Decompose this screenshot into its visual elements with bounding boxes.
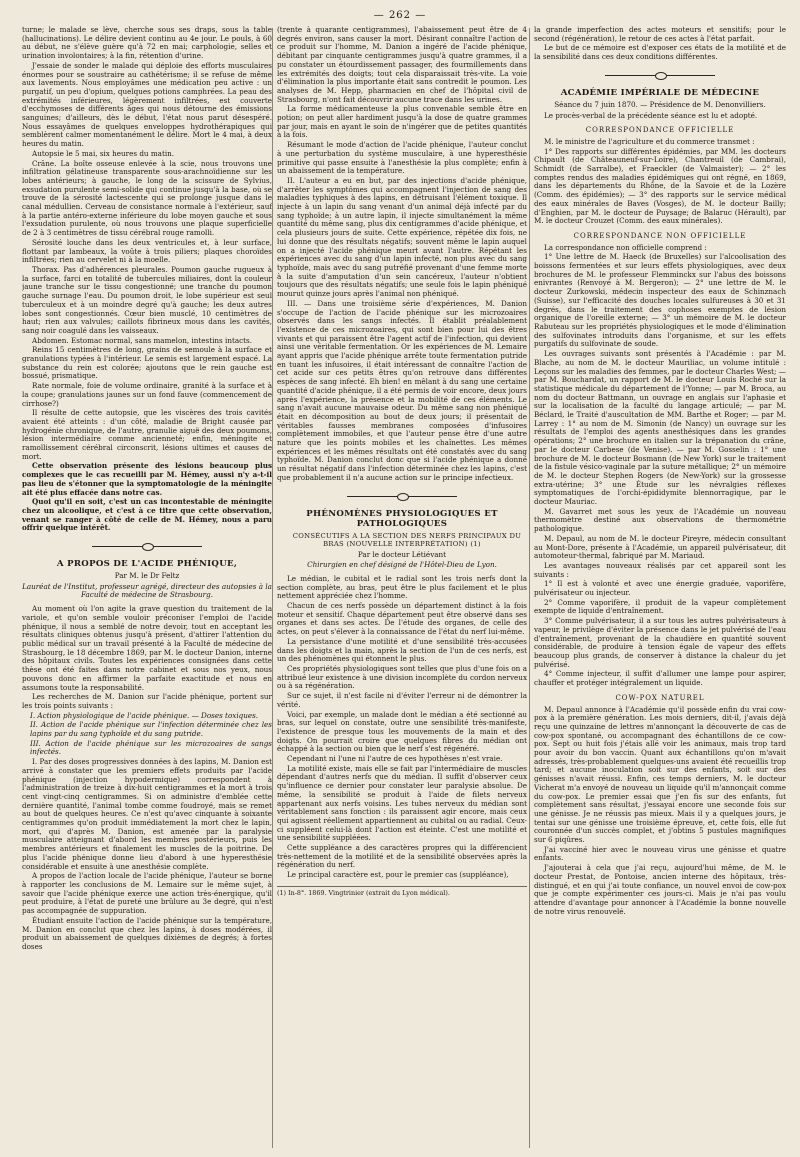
paragraph: Étudiant ensuite l'action de l'acide phénique sur la température, M. Danion en conclut que chez les lapins, à doses modérées, il produit un abaissement de quelques dixièmes de degrés; à fortes doses	[22, 915, 272, 951]
paragraph: Thorax. Pas d'adhérences pleurales. Poumon gauche rugueux à la surface, farci en totalité de tubercules miliaires, dont la couleur jaune tranche sur le tissu congestionné; une tranche du poumon gauche surnage l'eau. Du poumon droit, le lobe supérieur est seul tuberculeux et à un moindre degré qu'à gauche; les deux autres lobes sont congestionnés. Cœur bien musclé, 10 centimètres de haut; rien aux valvules; caillots fibrineux mous dans les cavités, sang noir coagulé dans les vaisseaux.	[22, 264, 272, 335]
session-line: Séance du 7 juin 1870. — Présidence de M. Denonvilliers.	[554, 99, 766, 109]
paragraph: 3° Comme pulvérisateur, il a sur tous les autres pulvérisateurs à vapeur, le privilège d'éviter la présence dans le jet pulvérisé de l'eau d'entraînement, provenant de la chaudière en quantité souvent considérable, de produire à tension égale de vapeur des effets beaucoup plus grands, de conserver à distance la chaleur du jet pulvérisé.	[534, 616, 786, 669]
paragraph: III. — Dans une troisième série d'expériences, M. Danion s'occupe de l'action de l'acide phénique sur les microzoaires observés dans les sangs infectés. Il établit préalablement l'existence de ces microzoaires, qui sont bien pour lui des êtres vivants et qui paraissent être l'agent actif de l'infection, qui devient ainsi une véritable fermentation. Or les expériences de M. Lemaire ayant appris que l'acide phénique arrête toute fermentation putride en tuant les infusoires, il était intéressant de connaître l'action de cet acide sur ces petits êtres qu'on retrouve dans différentes espèces de sang infecté. Eh bien! en mêlant à du sang une certaine quantité d'acide phénique, il a été permis de voir encore, deux jours après l'expérience, la présence et la mobilité de ces éléments. Le sang n'avait aucune mauvaise odeur. Du même sang non phéniqué était en décomposition au bout de deux jours; il présentait de véritables fausses membranes composées d'infusoires complètement immobiles, et que l'auteur pense être d'une autre nature que les points mobiles et les chaînettes. Les mêmes expériences et les mêmes résultats ont été constatés avec du sang typhoïde. M. Danion conclut donc que si l'acide phénique a donné un résultat négatif dans l'infection déterminée chez les lapins, c'est que probablement il n'a aucune action sur le principe infectieux.	[277, 298, 527, 482]
paragraph: II. L'auteur a eu en but, par des injections d'acide phénique, d'arrêter les symptômes qui accompagnent l'injection de sang des maladies typhiques à des lapins, en détruisant l'élément toxique. Il injecte à un lapin du sang venant d'un animal déjà infecté par du sang typhoïde; à un autre lapin, il injecte simultanément la même quantité du même sang, plus dix centigrammes d'acide phénique, et cela plusieurs jours de suite. Cette expérience, répétée dix fois, ne lui donne que des résultats négatifs; souvent même le lapin auquel on a injecté l'acide phénique meurt avant l'autre. Répétant les expériences avec du sang d'un lapin infecté, non plus avec du sang typhoïde, mais avec du sang putréfié provenant d'une femme morte à la suite d'amputation d'un sein cancéreux, l'auteur n'obtient toujours que des résultats négatifs; une seule fois le lapin phéniqué mourut quinze jours après l'animal non phéniqué.	[277, 175, 527, 299]
paragraph: Au moment où l'on agite la grave question du traitement de la variole, et qu'on semble vouloir préconiser l'emploi de l'acide phénique, il nous a semblé de notre devoir, tout en acceptant les résultats cliniques obtenus jusqu'à présent, d'attirer l'attention du public médical sur un travail présenté à la Faculté de médecine de Strasbourg, le 18 décembre 1869, par M. le docteur Danion, interne des hôpitaux civils. Toutes les expériences consignées dans cette thèse ont été faites dans notre cabinet et sous nos yeux, nous pouvons donc en affirmer la parfaite exactitude et nous en assumons toute la responsabilité.	[22, 604, 272, 692]
paragraph: Les recherches de M. Danion sur l'acide phénique, portent sur les trois points suivants :	[22, 692, 272, 710]
paragraph: Les avantages nouveaux réalisés par cet appareil sont les suivants :	[534, 560, 786, 579]
paragraph: Résumant le mode d'action de l'acide phénique, l'auteur conclut à une perturbation du système musculaire, à une hyperesthésie primitive qui passe ensuite à l'anesthésie la plus complète; enfin à un abaissement de la température.	[277, 140, 527, 176]
numbered-list	[22, 712, 272, 758]
affiliation: Chirurgien en chef désigné de l'Hôtel-Dieu de Lyon.	[307, 560, 497, 570]
paragraph: Les ouvrages suivants sont présentés à l'Académie : par M. Blache, au nom de M. le docteur Mauriliac, un volume intitulé : Leçons sur les maladies des femmes, par le docteur Charles West; — par M. Bouchardat, un rapport de M. le docteur Louis Roché sur la statistique médicale du département de l'Yonne; — par M. Broca, au nom du docteur Battmann, un ouvrage en anglais sur l'aphasie et sur la localisation de la faculté du langage articulé; — par M. Béclard, le Traité d'auscultation de MM. Barthe et Roger; — par M. Larrey : 1° au nom de M. Simonin (de Nancy) un ouvrage sur les résultats de l'emploi des agents anesthésiques dans les grandes opérations; 2° une brochure en italien sur la trépanation du crâne, par le docteur Carbese (de Venise). — par M. Gosselin : 1° une brochure de M. le docteur Bosmann (de New York) sur le traitement de la fistule vésico-vaginale par la suture métallique; 2° un mémoire de M. le docteur Stephen Rogers (de New-York) sur la grossesse extra-utérine; 3° une Étude sur les névralgies réflexes symptomatiques de l'orchi-épididymite blennorragique, par le docteur Mauriac.	[534, 349, 786, 507]
list-item: III. Action de l'acide phénique sur les microzoaires de sangs infectés.	[30, 738, 272, 757]
paragraph: Reins 15 centimètres de long, grains de semoule à la surface et granulations typées à l'intérieur. Le semis est largement espacé. La substance du rein est colorée; ajoutons que le rein gauche est bossué, prismatique.	[22, 345, 272, 381]
section-title: PHÉNOMÈNES PHYSIOLOGIQUES ET PATHOLOGIQUES	[306, 508, 498, 529]
paragraph: Chacun de ces nerfs possède un département distinct à la fois moteur et sensitif. Chaque département peut être observé dans ses organes et dans ses actes. De l'étude des organes, de celle des actes, on peut s'élever à la connaissance de l'état du nerf lui-même.	[277, 601, 527, 637]
column-left	[22, 26, 272, 1146]
paragraph: M. le ministre de l'agriculture et du commerce transmet :	[544, 136, 755, 146]
paragraph: M. Depaul annonce à l'Académie qu'il possède enfin du vrai cow-pox à la première génération. Les mois derniers, dit-il, j'avais déjà reçu une quinzaine de lettres m'annonçant la découverte de cas de cow-pox spontané, ou accompagnant des échantillons de ce cow-pox. Sept ou huit fois j'étais allé voir les animaux, mais trop tard pour avoir du bon vaccin. Quant aux échantillons qu'on m'avait adressés, très-probablement quelques-uns avaient été recueillis trop tard; et aucune inoculation soit sur des enfants, soit sur des génisses n'avait réussi. Enfin, ces temps derniers, M. le docteur Vicherat m'a envoyé de nouveau un liquide qu'il m'annonçait comme du cow-pox. Le premier essai que j'en fis sur des enfants, fut complètement sans résultat, j'essayai encore une seconde fois sur une génisse. Je ne réussis pas mieux. Mais il y a quelques jours, je tentai sur une génisse une troisième épreuve, et, cette fois, elle fut couronnée d'un succès complet, et j'obtins 5 pustules magnifiques sur 6 piqûres.	[534, 704, 786, 845]
section-title: ACADÉMIE IMPÉRIALE DE MÉDECINE	[560, 87, 760, 98]
paragraph: Le procès-verbal de la précédente séance est lu et adopté.	[544, 110, 758, 120]
paragraph: Sérosité louche dans les deux ventricules et, à leur surface, flottant par lambeaux, la voûte à trois piliers; plaques choroïdes infiltrées; rien au cervelet ni à la moelle.	[22, 237, 272, 265]
paragraph: turne; le malade se lève, cherche sous ses draps, sous la table (hallucinations). Le délire devient continu au 4e jour. Le pouls, à 60 au début, ne s'élève guère qu'à 72 en mai; carphologie, selles et urination involontaires; à la fin, rétention d'urine.	[22, 26, 272, 61]
paragraph: la grande imperfection des actes moteurs et sensitifs; pour le second (régénération), le retour de ces actes à l'état parfait.	[534, 26, 786, 43]
column-rule-right	[529, 28, 530, 1148]
paragraph: M. Depaul, au nom de M. le docteur Pireyre, médecin consultant au Mont-Dore, présente à l'Académie, un appareil pulvérisateur, dit automoteur-thermal, fabriqué par M. Mariaud.	[534, 533, 786, 561]
list-item: I. Action physiologique de l'acide phénique. — Doses toxiques.	[30, 710, 259, 720]
paragraph: 1° Il est à volonté et avec une énergie graduée, vaporifère, pulvérisateur ou injecteur.	[534, 579, 786, 598]
column-middle	[277, 26, 527, 1146]
page-number: — 262 —	[373, 10, 427, 21]
byline: Par le docteur Létiévant	[357, 549, 447, 559]
paragraph: I. Par des doses progressives données à des lapins, M. Danion est arrivé à constater que les premiers effets produits par l'acide phénique (injection hypodermique) correspondent à l'administration de treize à dix-huit centigrammes et la mort à trois cent vingt-cinq centigrammes. Si on administre d'emblée cette dernière quantité, l'animal tombe comme foudroyé, mais se remet au bout de quelques heures. Ce n'est qu'avec cinquante à soixante centigrammes qu'on produit immédiatement la mort chez le lapin, mort, qui d'après M. Danion, est amenée par la paralysie musculaire atteignant d'abord les membres postérieurs, puis les membres antérieurs et finalement les muscles de la poitrine. De plus l'acide phénique donne lieu d'abord à une hyperesthésie considérable et ensuite à une anesthésie complète.	[22, 757, 272, 871]
paragraph: La correspondance non officielle comprend :	[544, 242, 707, 252]
paragraph: A propos de l'action locale de l'acide phénique, l'auteur se borne à rapporter les conclusions de M. Lemaire sur le même sujet, à savoir que l'acide phénique exerce une action très-énergique, qu'il peut produire, à l'état de pureté une brûlure au 3e degré, qui n'est pas accompagnée de suppuration.	[22, 871, 272, 916]
paragraph: Voici, par exemple, un malade dont le médian a été sectionné au bras, sur lequel on constate, outre une sensibilité très-manifeste, l'existence de presque tous les mouvements de la main et des doigts. On pourrait croire que quelques fibres du médian ont échappé à la section ou bien que le nerf s'est régénéré.	[277, 709, 527, 754]
affiliation: Lauréat de l'Institut, professeur agrégé, directeur des autopsies à la Faculté de médecine de Strasbourg.	[22, 581, 272, 600]
paragraph: Le médian, le cubital et le radial sont les trois nerfs dont la section complète, au bras, peut être le plus facilement et le plus nettement appréciée chez l'homme.	[277, 573, 527, 601]
paragraph: Cependant ni l'une ni l'autre de ces hypothèses n'est vraie.	[287, 754, 503, 764]
list-item: II. Action de l'acide phénique sur l'infection déterminée chez les lapins par du sang typhoïde et du sang putride.	[30, 720, 272, 739]
paragraph: Ces propriétés physiologiques sont telles que plus d'une fois on a attribué leur existence à une division incomplète du cordon nerveux ou à sa régénération.	[277, 664, 527, 691]
paragraph: (trente à quarante centigrammes), l'abaissement peut être de 4 degrés environ, sans causer la mort. Désirant connaître l'action de ce produit sur l'homme, M. Danion a ingéré de l'acide phénique, débitant par cinquante centigrammes jusqu'à quatre grammes, il a pu constater un étourdissement passager, des fourmillements dans les extrémités des doigts; tout cela disparaissait très-vite. La voie d'élimination la plus importante était sans contredit le poumon. Les analyses de M. Hepp, pharmacien en chef de l'hôpital civil de Strasbourg, n'ont fait découvrir aucune trace dans les urines.	[277, 26, 527, 104]
column-rule-left	[272, 28, 273, 1148]
byline: Par M. le Dr Feltz	[114, 571, 180, 581]
paragraph: M. Gavarret met sous les yeux de l'Académie un nouveau thermomètre destiné aux observations de thermométrie pathologique.	[534, 506, 786, 534]
section-ornament	[92, 541, 202, 551]
paragraph: Crâne. La boîte osseuse enlevée à la scie, nous trouvons une infiltration gélatineuse transparente sous-arachnoïdienne sur les lobes antérieurs; à gauche, le long de la scissure de Sylvius, exsudation purulente semi-solide qui continue jusqu'à la base, où se trouve de la sérosité lactescente qui se prolonge jusque dans le canal médullien. Cerveau de consistance normale à l'extérieur, sauf à la partie antéro-externe inférieure du lobe moyen gauche et sous l'exsudation purulente, où nous trouvons une plaque superficielle de 2 à 3 centimètres de tissu cérébral rouge ramolli.	[22, 158, 272, 238]
paragraph: Rate normale, foie de volume ordinaire, granité à la surface et à la coupe; granulations jaunes sur un fond fauve (commencement de cirrhose?)	[22, 381, 272, 408]
footnote: (1) In-8°. 1869. Vingtrinier (extrait du Lyon médical).	[277, 886, 527, 898]
subheading: CORRESPONDANCE NON OFFICIELLE	[573, 231, 747, 240]
paragraph: La motilité existe, mais elle se fait par l'intermédiaire de muscles dépendant d'autres nerfs que du médian. Il suffit d'observer ceux qu'influence ce dernier pour constater leur paralysie absolue. De même, la sensibilité se produit à l'aide de filets nerveux appartenant aux nerfs voisins. Les tubes nerveux du médian sont véritablement sans fonction : ils paraissent agir encore, mais ceux qui agissent réellement appartiennent au cubital ou au radial. Ceux-ci suppléent celui-là dont l'action est éteinte. C'est une motilité et une sensibilité suppléées.	[277, 763, 527, 843]
section-title: A PROPOS DE L'ACIDE PHÉNIQUE,	[56, 559, 238, 570]
section-ornament	[347, 491, 457, 501]
section-ornament	[605, 70, 715, 80]
paragraph: Le but de ce mémoire est d'exposer ces états de la motilité et de la sensibilité dans ces deux conditions différentes.	[534, 43, 786, 62]
paragraph: Sur ce sujet, il n'est facile ni d'éviter l'erreur ni de démontrer la vérité.	[277, 691, 527, 709]
paragraph-emphasis: Cette observation présente des lésions beaucoup plus complexes que le cas recueilli par M. Hémey, aussi n'y a-t-il pas lieu de s'étonner que la symptomatologie de la méningite ait été plus effacée dans notre cas.	[22, 461, 272, 497]
section-subtitle: CONSÉCUTIFS A LA SECTION DES NERFS PRINCIPAUX DU BRAS (NOUVELLE INTERPRÉTATION) (1)	[292, 531, 522, 549]
paragraph: La persistance d'une motilité et d'une sensibilité très-accusées dans les doigts et la main, après la section de l'un de ces nerfs, est un des phénomènes qui étonnent le plus.	[277, 636, 527, 664]
paragraph: 1° Des rapports sur différentes épidémies, par MM. les docteurs Chipault (de Châteauneuf-sur-Loire), Chantreuil (de Cambrai), Schmidt (de Sarralbe), et Fraeckler (de Valmaister); — 2° les comptes rendus des maladies épidémiques qui ont régné, en 1869, dans les départements du Rhône, de la Savoie et de la Lozère (Comm. des épidémies); — 3° des rapports sur le service médical des eaux minérales de Baves (Vosges), de M. le docteur Bailly; d'Enghien, par M. le docteur de Puysage; de Balaruc (Hérault), par M. le docteur Crouzet (Comm. des eaux minérales).	[534, 146, 786, 226]
paragraph: Cette suppléance a des caractères propres qui la différencient très-nettement de la motilité et de la sensibilité observées après la régénération du nerf.	[277, 843, 527, 870]
paragraph: Le principal caractère est, pour le premier cas (suppléance),	[287, 870, 509, 880]
column-right	[534, 26, 786, 1146]
paragraph: 2° Comme vaporifère, il produit de la vapeur complètement exempte de liquide d'entraînement.	[534, 597, 786, 616]
paragraph: Autopsie le 5 mai, six heures du matin.	[32, 148, 175, 158]
subheading: COW-POX NATUREL	[615, 693, 705, 702]
paragraph: 4° Comme injecteur, il suffit d'allumer une lampe pour aspirer, chauffer et protéger intégralement un liquide.	[534, 669, 786, 688]
paragraph: La forme médicamenteuse la plus convenable semble être en potion; on peut aller hardiment jusqu'à la dose de quatre grammes par jour, mais en ayant le soin de n'ingérer que de petites quantités à la fois.	[277, 104, 527, 140]
paragraph: Il résulte de cette autopsie, que les viscères des trois cavités avaient été atteints : d'un côté, maladie de Bright causée par hydrogénie chronique, de l'autre, granulie aiguë des deux poumons, lésion intermédiaire comme ancienneté; enfin, méningite et ramollissement cérébral circonscrit, lésions ultimes et causes de mort.	[22, 408, 272, 461]
paragraph-emphasis: Quoi qu'il en soit, c'est un cas incontestable de méningite chez un alcoolique, et c'est à ce titre que cette observation, venant se ranger à côté de celle de M. Hémey, nous a paru offrir quelque intérêt.	[22, 497, 272, 533]
paragraph: J'essaie de sonder le malade qui déploie des efforts musculaires énormes pour se soustraire au cathétérisme; il se refuse de même aux lavements. Nous employâmes une médication peu active : un purgatif, un peu d'opium, quelques potions camphrées. La peau des extrémités inférieures, légèrement infiltrées, est couverte d'ecchymoses de différents âges qui nous détourne des émissions sanguines; d'ailleurs, dès le début, l'état nous parut désespéré. Nous essayâmes de quelques enveloppes hydrothérapiques qui semblèrent calmer momentanément le délire. Mort le 4 mai, à deux heures du matin.	[22, 60, 272, 149]
subheading: CORRESPONDANCE OFFICIELLE	[585, 126, 735, 135]
paragraph: Abdomen. Estomac normal, sans mamelon, intestins intacts.	[32, 335, 253, 345]
paragraph: 1° Une lettre de M. Haeck (de Bruxelles) sur l'alcoolisation des boissons fermentées et sur leurs effets physiologiques, avec deux brochures de M. le professeur Flemminckx sur l'abus des boissons enivrantes (Renvoyé à M. Bergeron); — 2° une lettre de M. le docteur Zurkowski, médecin inspecteur des eaux de Schinznach (Suisse), sur l'efficacité des douches locales sulfureuses à 30 et 31 degrés, dans le traitement des cophoses exemptes de lésion organique de l'oreille externe; — 3° un mémoire de M. le docteur Rabuteau sur les propriétés physiologiques et le mode d'élimination des sulfovinates introduits dans l'organisme, et sur les effets purgatifs du sulfovinate de soude.	[534, 252, 786, 349]
paragraph: J'ai vacciné hier avec le nouveau virus une génisse et quatre enfants.	[534, 844, 786, 863]
paragraph: J'ajouterai à cela que j'ai reçu, aujourd'hui même, de M. le docteur Prestat, de Pontoise, ancien interne des hôpitaux, très-distingué, et en qui j'ai toute confiance, un nouvel envoi de cow-pox que je compte expérimenter ces jours-ci. Mais je n'ai pas voulu attendre d'avantage pour annoncer à l'Académie la bonne nouvelle de notre virus renouvelé.	[534, 863, 786, 916]
